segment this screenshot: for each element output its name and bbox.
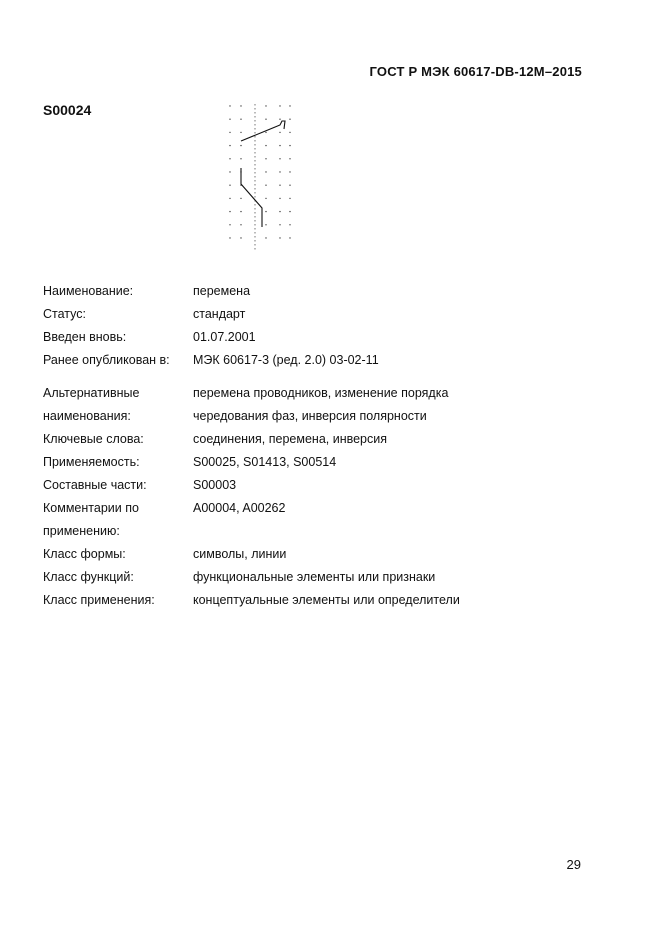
grid-dot — [229, 198, 230, 199]
property-value — [193, 428, 603, 451]
property-row — [43, 497, 603, 543]
property-value — [193, 451, 603, 474]
property-label-line: Альтернативные — [43, 386, 140, 400]
property-value — [193, 474, 603, 497]
property-value-line: 01.07.2001 — [193, 330, 256, 344]
property-label — [43, 428, 193, 451]
grid-dot — [229, 105, 230, 106]
grid-dot — [265, 198, 266, 199]
property-label — [43, 451, 193, 474]
property-value — [193, 326, 603, 349]
property-label — [43, 349, 193, 372]
property-label — [43, 566, 193, 589]
property-value-line: концептуальные элементы или определители — [193, 593, 460, 607]
grid-dot — [229, 224, 230, 225]
property-value-line: перемена — [193, 284, 251, 298]
property-label-line: Ключевые слова: — [43, 432, 144, 446]
property-row — [43, 451, 603, 474]
grid-dot — [229, 185, 230, 186]
grid-dot — [240, 224, 241, 225]
property-label-line: Класс применения: — [43, 593, 155, 607]
grid-dot — [265, 132, 266, 133]
grid-dot — [229, 145, 230, 146]
property-label — [43, 589, 193, 612]
grid-dot — [289, 119, 290, 120]
grid-dot — [265, 211, 266, 212]
property-row — [43, 566, 603, 589]
grid-dots — [229, 105, 290, 238]
property-value-line: символы, линии — [193, 547, 287, 561]
property-list — [43, 280, 603, 612]
property-label — [43, 497, 193, 543]
property-value-line: стандарт — [193, 307, 246, 321]
property-label-line: применению: — [43, 524, 120, 538]
property-label — [43, 303, 193, 326]
grid-dot — [279, 119, 280, 120]
page-number: 29 — [566, 857, 581, 872]
grid-dot — [279, 185, 280, 186]
grid-dot — [240, 237, 241, 238]
grid-dot — [279, 158, 280, 159]
grid-dot — [289, 145, 290, 146]
property-value-line: перемена проводников, изменение порядка — [193, 386, 449, 400]
grid-dot — [289, 211, 290, 212]
property-value-line: функциональные элементы или признаки — [193, 570, 436, 584]
property-row — [43, 543, 603, 566]
property-value-line: A00004, A00262 — [193, 501, 286, 515]
grid-dot — [279, 237, 280, 238]
grid-dot — [265, 158, 266, 159]
grid-dot — [279, 171, 280, 172]
grid-dot — [279, 132, 280, 133]
property-label-line: Ранее опубликован в: — [43, 353, 170, 367]
property-value — [193, 497, 603, 543]
grid-dot — [289, 132, 290, 133]
property-label-line: Введен вновь: — [43, 330, 127, 344]
grid-dot — [265, 119, 266, 120]
grid-dot — [240, 198, 241, 199]
grid-dot — [265, 105, 266, 106]
grid-dot — [240, 211, 241, 212]
grid-dot — [289, 224, 290, 225]
grid-dot — [289, 171, 290, 172]
grid-dot — [279, 105, 280, 106]
property-value-line: S00003 — [193, 478, 237, 492]
grid-dot — [229, 237, 230, 238]
property-value — [193, 303, 603, 326]
grid-dot — [279, 198, 280, 199]
property-label — [43, 326, 193, 349]
property-label-line: Наименование: — [43, 284, 134, 298]
property-row — [43, 280, 603, 303]
grid-dot — [240, 105, 241, 106]
grid-dot — [240, 145, 241, 146]
grid-dot — [240, 119, 241, 120]
grid-dot — [265, 237, 266, 238]
grid-dot — [289, 198, 290, 199]
property-label-line: Применяемость: — [43, 455, 140, 469]
grid-dot — [265, 224, 266, 225]
grid-dot — [265, 171, 266, 172]
property-label-line: Статус: — [43, 307, 86, 321]
property-value — [193, 589, 603, 612]
grid-dot — [289, 105, 290, 106]
property-label — [43, 474, 193, 497]
property-label-line: Составные части: — [43, 478, 147, 492]
property-value-line: S00025, S01413, S00514 — [193, 455, 337, 469]
symbol-graphic — [222, 100, 297, 262]
property-row — [43, 589, 603, 612]
symbol-code: S00024 — [43, 102, 92, 118]
grid-dot — [289, 237, 290, 238]
property-value-line: соединения, перемена, инверсия — [193, 432, 388, 446]
grid-dot — [229, 158, 230, 159]
property-label — [43, 280, 193, 303]
crossover-upper-line — [241, 121, 285, 141]
property-row — [43, 382, 603, 428]
property-label — [43, 543, 193, 566]
property-label-line: Класс функций: — [43, 570, 134, 584]
grid-dot — [229, 171, 230, 172]
grid-dot — [265, 145, 266, 146]
property-row — [43, 326, 603, 349]
grid-dot — [240, 132, 241, 133]
property-value-line: чередования фаз, инверсия полярности — [193, 409, 427, 423]
grid-dot — [229, 119, 230, 120]
grid-dot — [279, 145, 280, 146]
grid-dot — [289, 185, 290, 186]
standard-reference: ГОСТ Р МЭК 60617-DB-12M–2015 — [369, 64, 582, 79]
property-value — [193, 280, 603, 303]
grid-dot — [279, 224, 280, 225]
property-value-line: МЭК 60617-3 (ред. 2.0) 03-02-11 — [193, 353, 379, 367]
crossover-lower-line — [241, 168, 262, 227]
property-value — [193, 543, 603, 566]
property-label-line: Класс формы: — [43, 547, 126, 561]
grid-dot — [289, 158, 290, 159]
property-value — [193, 566, 603, 589]
property-value — [193, 349, 603, 372]
property-label-line: наименования: — [43, 409, 131, 423]
grid-dot — [279, 211, 280, 212]
property-row — [43, 303, 603, 326]
grid-dot — [229, 132, 230, 133]
property-value — [193, 382, 603, 428]
property-row — [43, 474, 603, 497]
property-row — [43, 428, 603, 451]
grid-dot — [265, 185, 266, 186]
property-label-line: Комментарии по — [43, 501, 139, 515]
property-row — [43, 349, 603, 372]
grid-dot — [240, 158, 241, 159]
property-label — [43, 382, 193, 428]
grid-dot — [229, 211, 230, 212]
